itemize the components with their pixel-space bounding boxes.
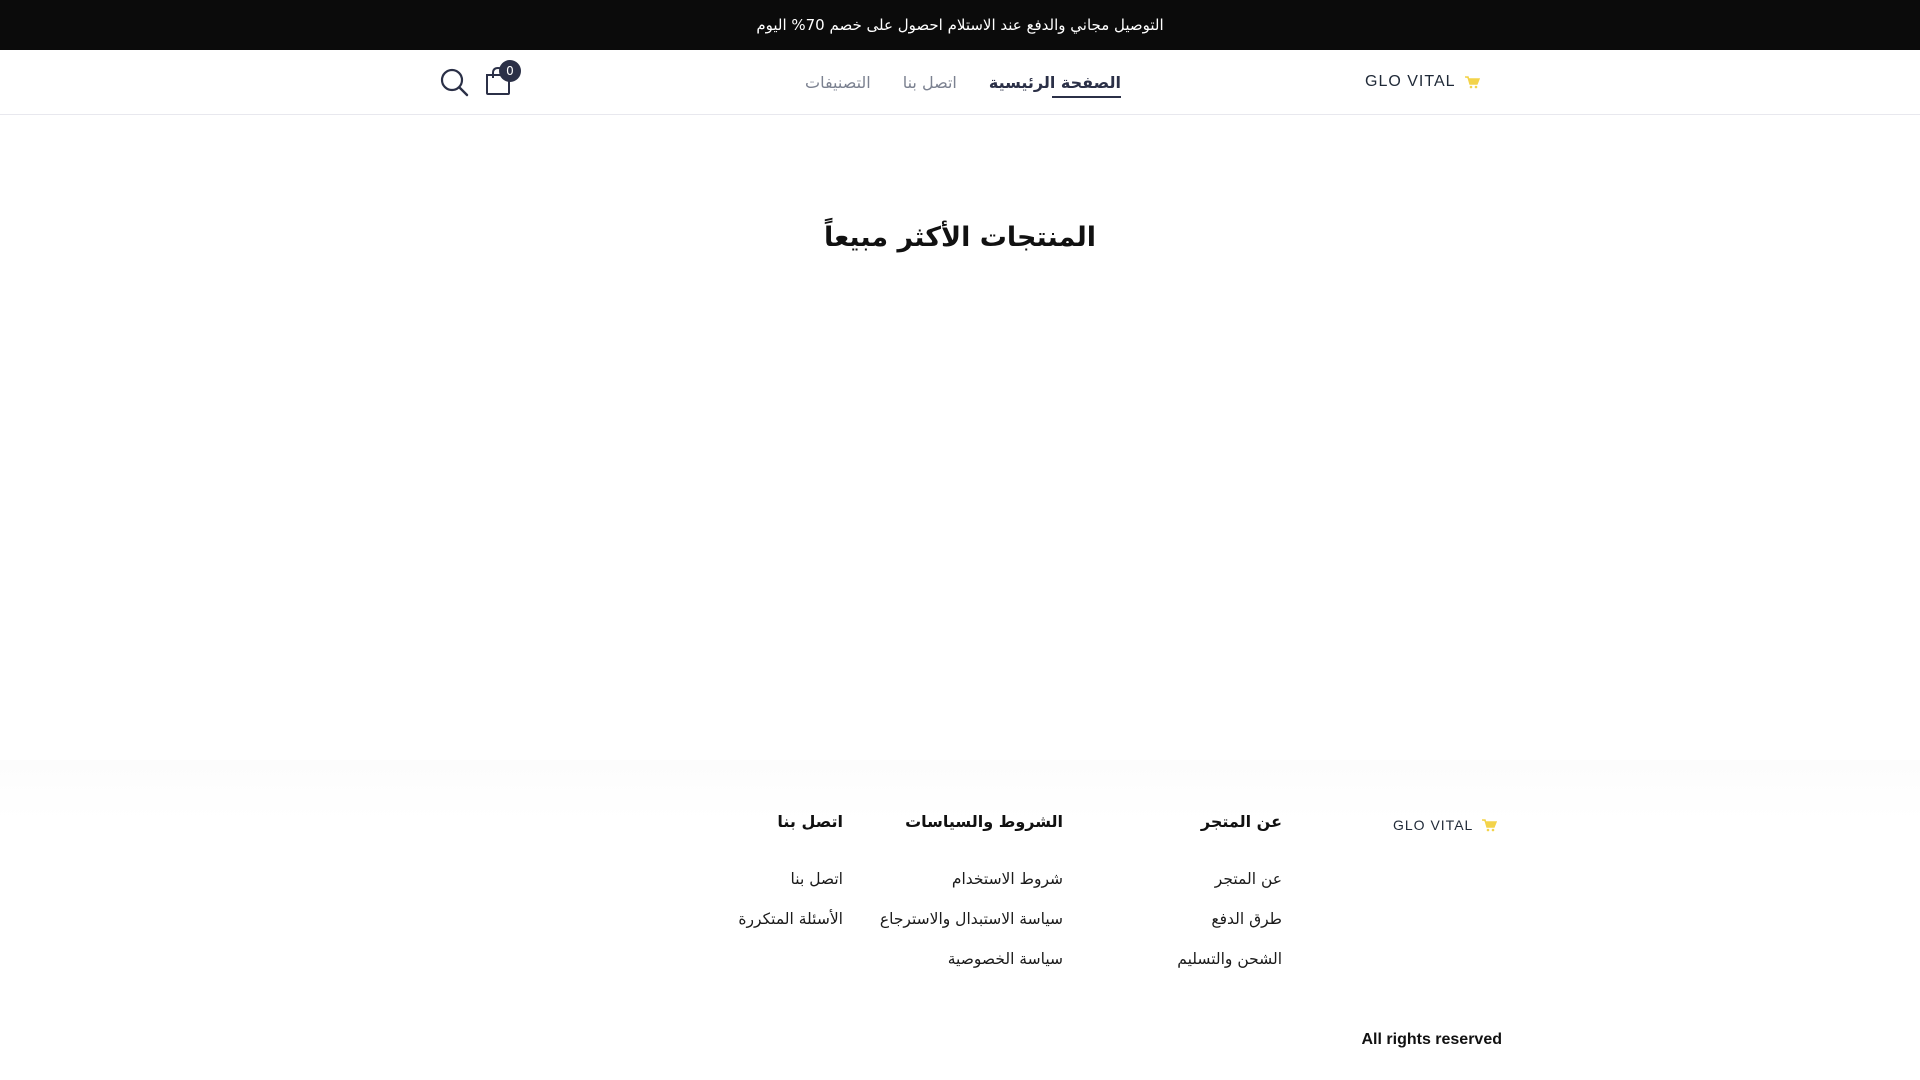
site-footer [0, 760, 1920, 1080]
nav-home[interactable]: الصفحة الرئيسية [989, 67, 1121, 98]
site-header [0, 50, 1920, 115]
logo-text: GLO VITAL [1365, 73, 1456, 90]
announcement-text: التوصيل مجاني والدفع عند الاستلام احصول على خصم 70% اليوم [756, 16, 1164, 34]
announcement-bar [0, 0, 1920, 50]
cart-icon [1464, 75, 1480, 89]
cart-count-badge: 0 [499, 60, 521, 82]
footer-link-shipping[interactable]: الشحن والتسليم [1177, 950, 1282, 968]
main-nav [805, 50, 1121, 115]
footer-column-title: عن المتجر [1200, 812, 1282, 831]
footer-link-privacy[interactable]: سياسة الخصوصية [947, 950, 1063, 968]
footer-column-contact [738, 812, 843, 949]
footer-link-faq[interactable]: الأسئلة المتكررة [738, 910, 843, 928]
footer-link-returns[interactable]: سياسة الاستبدال والاسترجاع [879, 910, 1063, 928]
footer-link-payment-methods[interactable]: طرق الدفع [1211, 910, 1282, 928]
footer-column-title: الشروط والسياسات [905, 812, 1063, 831]
nav-categories[interactable]: التصنيفات [805, 73, 871, 92]
footer-link-terms[interactable]: شروط الاستخدام [951, 870, 1063, 888]
search-button[interactable] [437, 65, 471, 99]
nav-contact[interactable]: اتصل بنا [902, 73, 957, 92]
footer-link-contact[interactable]: اتصل بنا [790, 870, 843, 888]
search-icon [439, 67, 469, 97]
footer-column-policies [880, 812, 1063, 989]
footer-logo[interactable] [1393, 813, 1497, 837]
footer-column-title: اتصل بنا [777, 812, 843, 831]
cart-icon [1481, 818, 1497, 832]
footer-link-about[interactable]: عن المتجر [1214, 870, 1282, 888]
best-sellers-title: المنتجات الأكثر مبيعاً [823, 222, 1097, 253]
site-logo[interactable] [1365, 70, 1480, 94]
footer-column-about [1177, 812, 1282, 989]
copyright-text: All rights reserved [1361, 1031, 1502, 1048]
footer-logo-text: GLO VITAL [1393, 817, 1474, 833]
